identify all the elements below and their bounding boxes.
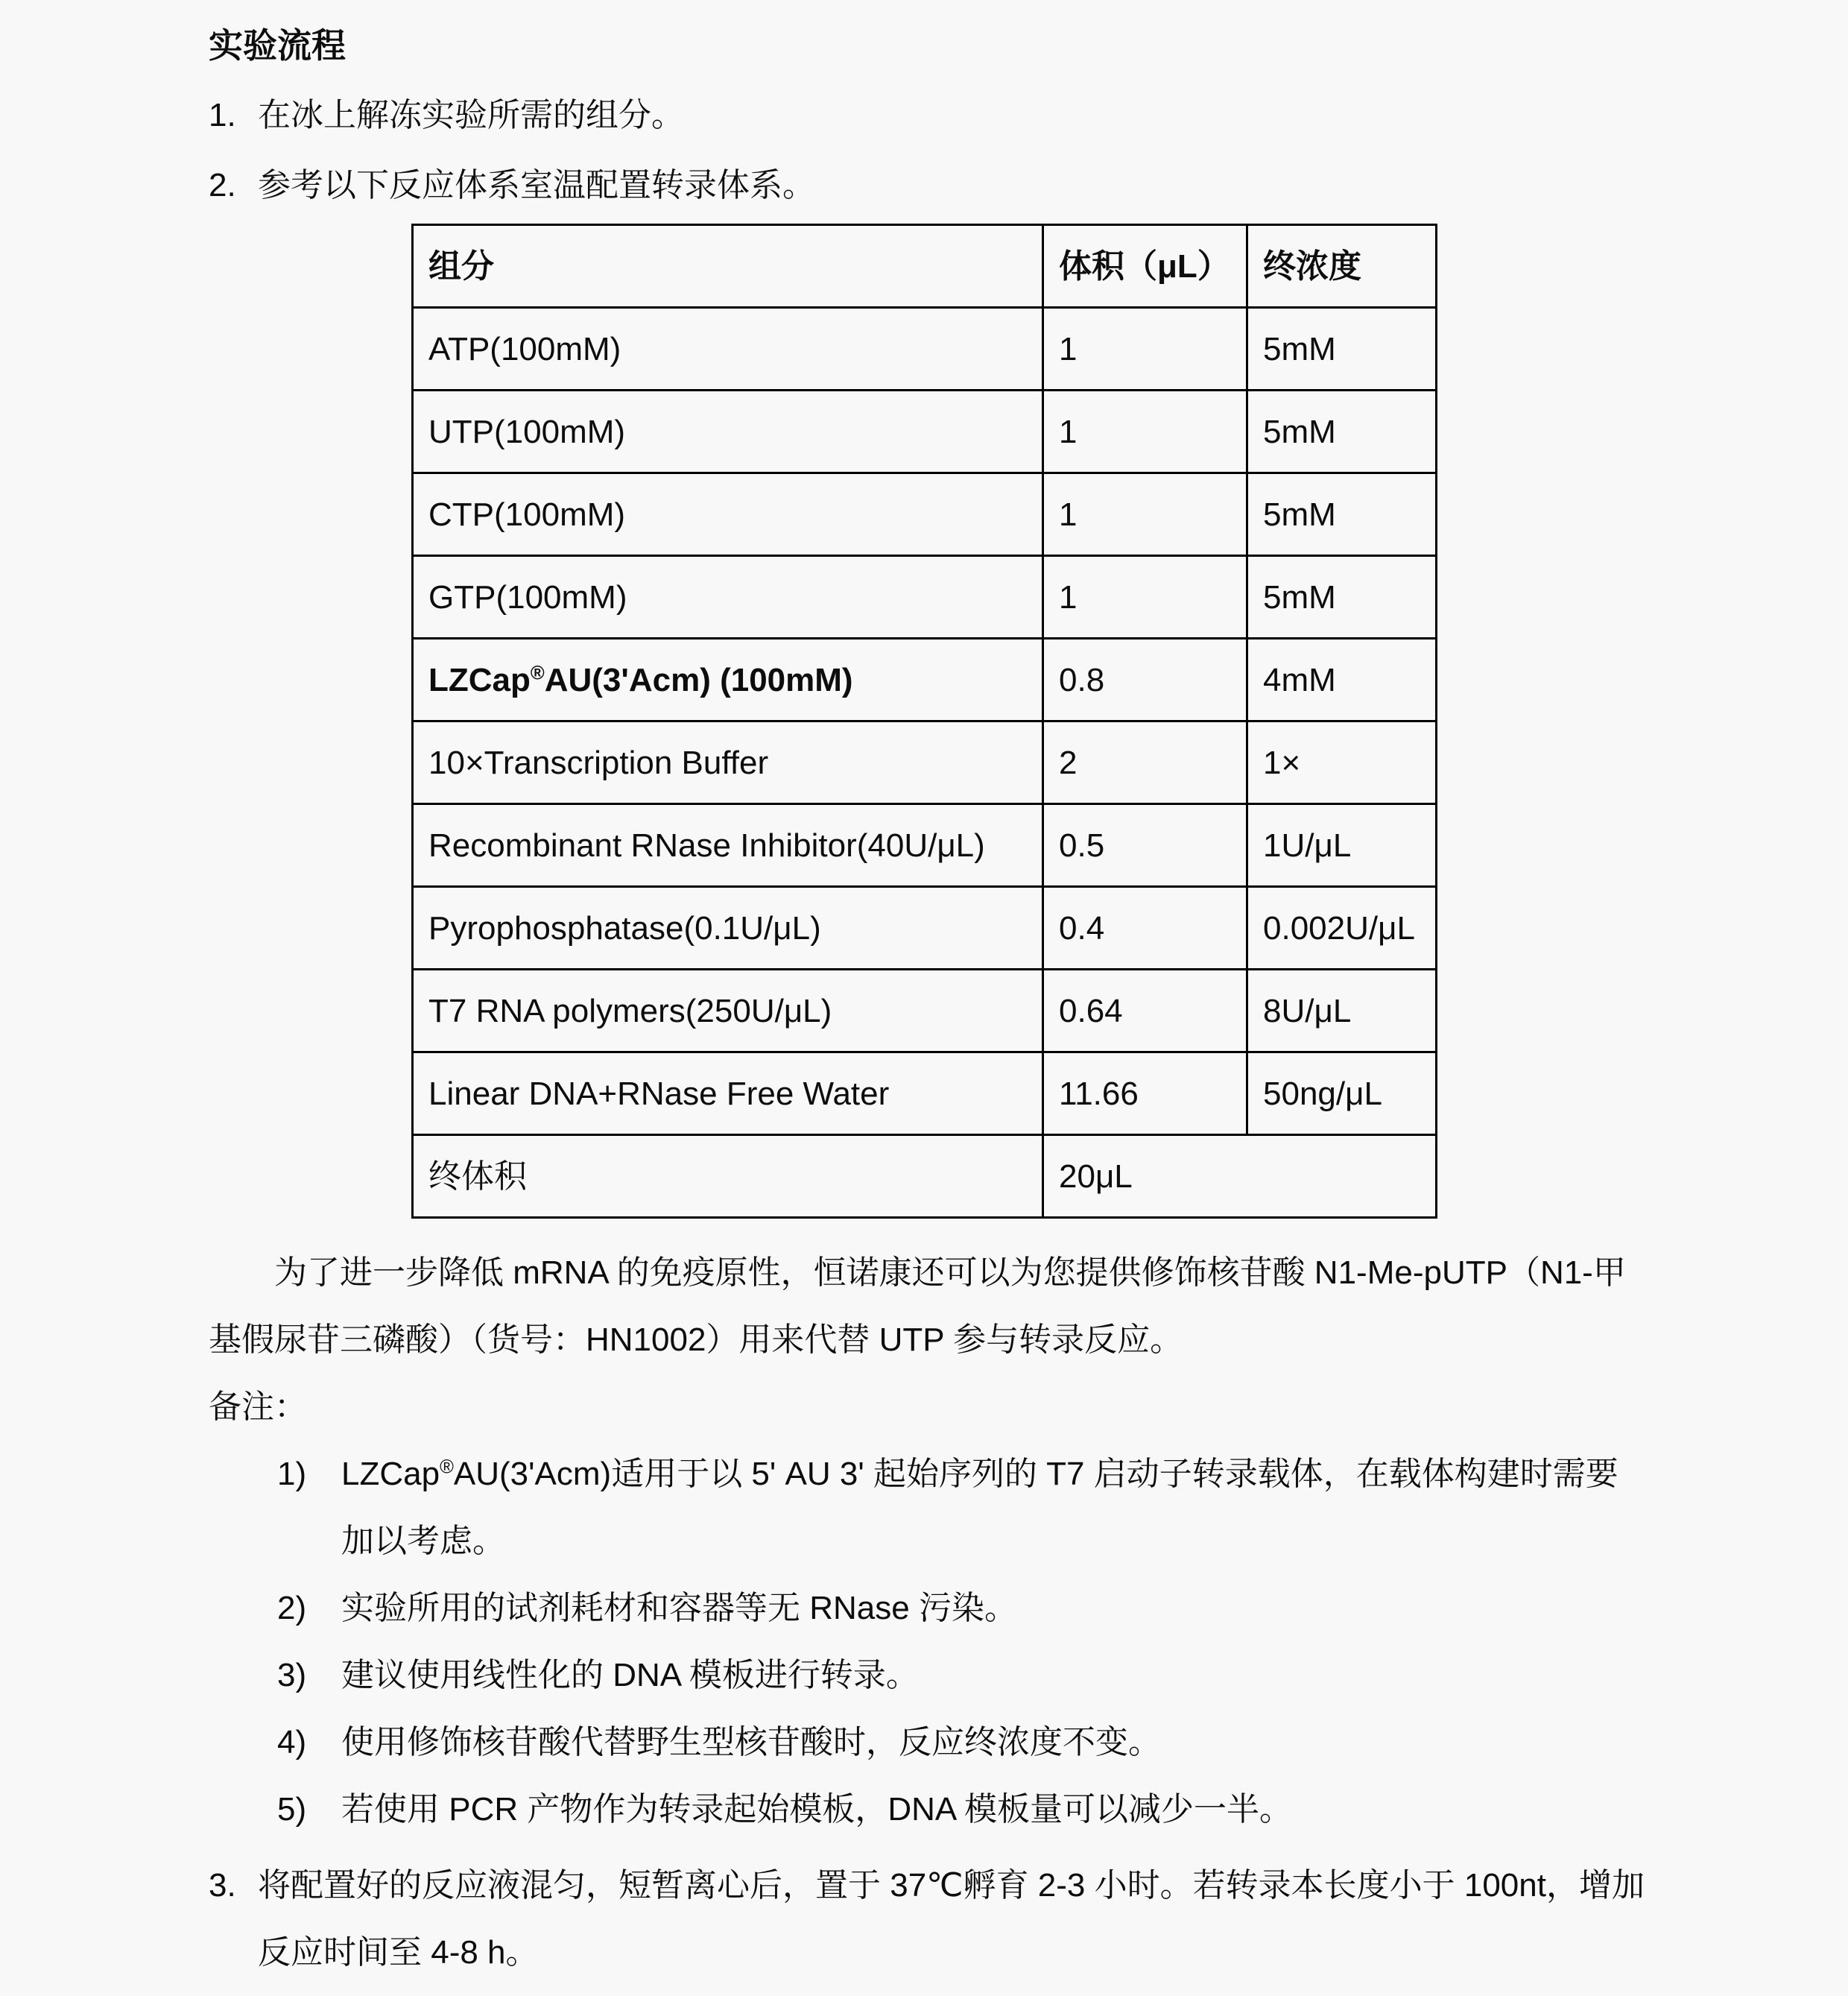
cell-volume: 0.8 <box>1043 639 1247 721</box>
cell-component: GTP(100mM) <box>413 556 1043 639</box>
note-item <box>209 1575 1647 1642</box>
cell-volume: 1 <box>1043 473 1247 556</box>
cell-component: Pyrophosphatase(0.1U/μL) <box>413 887 1043 970</box>
table-total-row <box>413 1135 1437 1218</box>
cell-volume: 1 <box>1043 556 1247 639</box>
note-text: 若使用 PCR 产物作为转录起始模板，DNA 模板量可以减少一半。 <box>341 1791 1293 1828</box>
cell-volume: 1 <box>1043 391 1247 473</box>
step-3-text: 将配置好的反应液混匀，短暂离心后，置于 37℃孵育 2-3 小时。若转录本长度小于 100nt，增加反应时间至 4-8 h。 <box>258 1867 1645 1971</box>
step-3 <box>209 1852 1647 1986</box>
table-row <box>413 473 1437 556</box>
note-text: 实验所用的试剂耗材和容器等无 RNase 污染。 <box>341 1590 1017 1626</box>
note-text: 建议使用线性化的 DNA 模板进行转录。 <box>341 1657 919 1693</box>
step-2-number: 2. <box>209 167 236 203</box>
cell-final-concentration: 50ng/μL <box>1247 1052 1437 1135</box>
paragraph-modified-nucleotide: 为了进一步降低 mRNA 的免疫原性，恒诺康还可以为您提供修饰核苷酸 N1-Me-pUTP（N1-甲基假尿苷三磷酸）（货号：HN1002）用来代替 UTP 参与转录反应。 <box>209 1254 1626 1358</box>
notes-list <box>209 1441 1647 1843</box>
note-number: 2) <box>277 1590 307 1626</box>
note-item <box>209 1709 1647 1776</box>
table-row <box>413 391 1437 473</box>
step-1 <box>209 92 1647 139</box>
cell-final-concentration: 5mM <box>1247 308 1437 391</box>
cell-final-concentration: 8U/μL <box>1247 970 1437 1052</box>
notes-label: 备注： <box>209 1389 307 1425</box>
cell-component: Recombinant RNase Inhibitor(40U/μL) <box>413 804 1043 887</box>
cell-volume: 0.5 <box>1043 804 1247 887</box>
cell-volume: 2 <box>1043 721 1247 804</box>
column-header-volume: 体积（μL） <box>1043 225 1247 308</box>
cell-final-concentration: 5mM <box>1247 391 1437 473</box>
table-header-row <box>413 225 1437 308</box>
table-row <box>413 308 1437 391</box>
table-row <box>413 721 1437 804</box>
cell-component: UTP(100mM) <box>413 391 1043 473</box>
cell-volume: 0.64 <box>1043 970 1247 1052</box>
cell-component: T7 RNA polymers(250U/μL) <box>413 970 1043 1052</box>
cell-component: LZCap®AU(3'Acm) (100mM) <box>413 639 1043 721</box>
table-row <box>413 639 1437 721</box>
column-header-component: 组分 <box>413 225 1043 308</box>
step-3-number: 3. <box>209 1867 236 1904</box>
note-item <box>209 1642 1647 1709</box>
note-number: 3) <box>277 1657 307 1693</box>
step-2 <box>209 162 1647 209</box>
table-row <box>413 887 1437 970</box>
table-row <box>413 970 1437 1052</box>
table-row <box>413 1052 1437 1135</box>
cell-final-concentration: 0.002U/μL <box>1247 887 1437 970</box>
note-text: LZCap®AU(3'Acm)适用于以 5' AU 3' 起始序列的 T7 启动子转录载体，在载体构建时需要加以考虑。 <box>341 1456 1618 1559</box>
cell-volume: 11.66 <box>1043 1052 1247 1135</box>
cell-volume: 0.4 <box>1043 887 1247 970</box>
note-number: 5) <box>277 1791 307 1828</box>
column-header-final-concentration: 终浓度 <box>1247 225 1437 308</box>
page-title: 实验流程 <box>209 26 346 65</box>
cell-final-concentration: 5mM <box>1247 556 1437 639</box>
step-1-number: 1. <box>209 97 236 133</box>
cell-final-concentration: 4mM <box>1247 639 1437 721</box>
note-number: 4) <box>277 1724 307 1760</box>
note-item <box>209 1776 1647 1843</box>
cell-volume: 1 <box>1043 308 1247 391</box>
cell-final-concentration: 1× <box>1247 721 1437 804</box>
cell-final-concentration: 1U/μL <box>1247 804 1437 887</box>
cell-component: Linear DNA+RNase Free Water <box>413 1052 1043 1135</box>
total-volume-label: 终体积 <box>413 1135 1043 1218</box>
step-2-text: 参考以下反应体系室温配置转录体系。 <box>258 167 815 203</box>
note-item <box>209 1441 1647 1575</box>
total-volume-value: 20μL <box>1043 1135 1437 1218</box>
note-number: 1) <box>277 1456 307 1492</box>
note-text: 使用修饰核苷酸代替野生型核苷酸时，反应终浓度不变。 <box>341 1724 1161 1760</box>
reaction-system-table <box>411 224 1437 1219</box>
step-1-text: 在冰上解冻实验所需的组分。 <box>258 97 684 133</box>
table-row <box>413 556 1437 639</box>
cell-component: 10×Transcription Buffer <box>413 721 1043 804</box>
table-row <box>413 804 1437 887</box>
cell-final-concentration: 5mM <box>1247 473 1437 556</box>
cell-component: CTP(100mM) <box>413 473 1043 556</box>
cell-component: ATP(100mM) <box>413 308 1043 391</box>
